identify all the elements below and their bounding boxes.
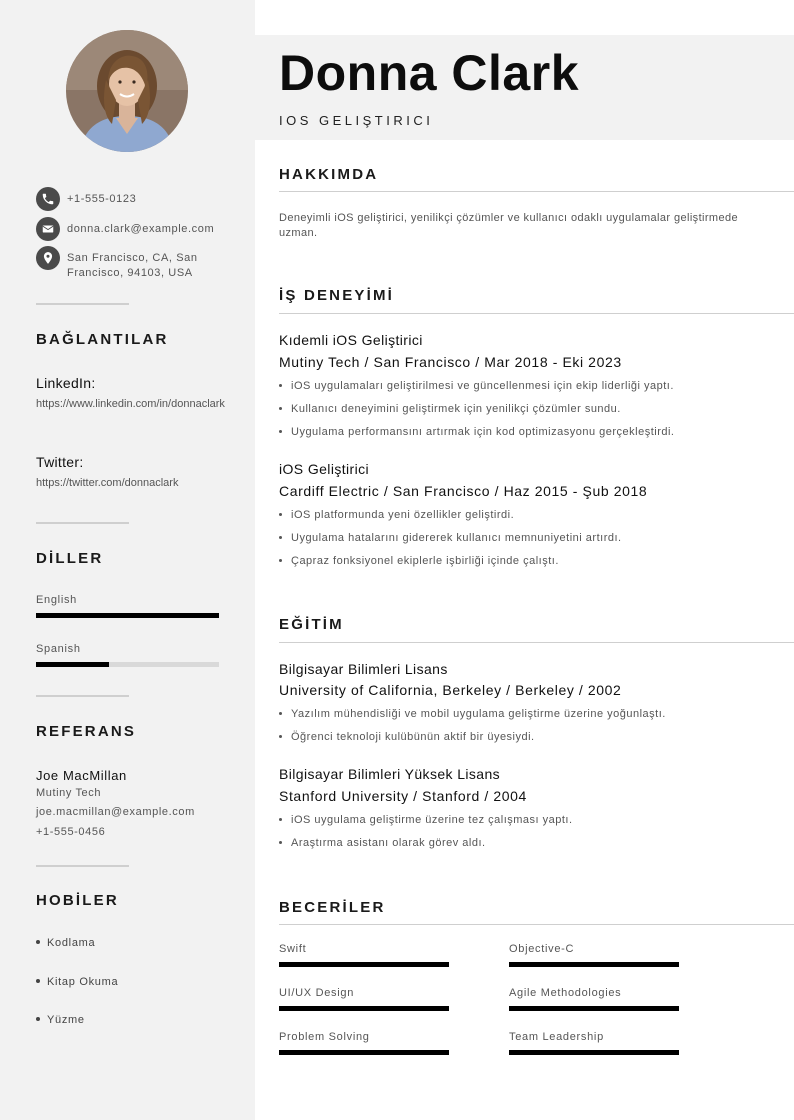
about-heading: HAKKIMDA	[279, 166, 379, 183]
skill-level-bar	[279, 962, 449, 967]
skill-name: Agile Methodologies	[509, 987, 622, 999]
bullet-icon	[279, 841, 282, 844]
skill-level-bar	[279, 1050, 449, 1055]
skill-level-bar	[509, 1006, 679, 1011]
bullet-text: Kullanıcı deneyimini geliştirmek için yenilikçi çözümler sundu.	[291, 403, 621, 415]
address-text	[67, 246, 198, 281]
bullet-icon	[36, 940, 40, 944]
job-bullet	[279, 509, 779, 521]
bullet-text: iOS platformunda yeni özellikler geliştirdi.	[291, 509, 515, 521]
linkedin-label: LinkedIn:	[36, 375, 96, 391]
language-name: English	[36, 594, 77, 606]
skill-name: Team Leadership	[509, 1031, 604, 1043]
email-text: donna.clark@example.com	[67, 223, 215, 235]
hobby-label: Kodlama	[47, 937, 96, 949]
education-heading: EĞİTİM	[279, 616, 344, 633]
education-bullet	[279, 708, 779, 720]
language-level-bar	[36, 613, 219, 618]
bullet-text: Çapraz fonksiyonel ekiplerle işbirliği içinde çalıştı.	[291, 555, 559, 567]
language-level-bar	[36, 662, 219, 667]
skill-level-bar	[509, 1050, 679, 1055]
job-role: IOS GELIŞTIRICI	[279, 113, 434, 128]
job-bullet	[279, 532, 779, 544]
degree-title: Bilgisayar Bilimleri Lisans	[279, 661, 448, 677]
linkedin-link[interactable]: https://www.linkedin.com/in/donnaclark	[36, 398, 225, 410]
bullet-icon	[36, 979, 40, 983]
degree-school: Stanford University / Stanford / 2004	[279, 788, 527, 804]
skill-name: UI/UX Design	[279, 987, 355, 999]
twitter-link[interactable]: https://twitter.com/donnaclark	[36, 477, 179, 489]
skill-name: Problem Solving	[279, 1031, 370, 1043]
bullet-icon	[279, 735, 282, 738]
skill-name: Objective-C	[509, 943, 575, 955]
location-icon	[36, 246, 60, 270]
hobby-item	[36, 937, 95, 949]
skill-level-bar	[509, 962, 679, 967]
education-bullet	[279, 837, 779, 849]
education-bullet	[279, 731, 779, 743]
hobby-item	[36, 1014, 85, 1026]
education-bullet	[279, 814, 779, 826]
skill-level-fill	[279, 1050, 449, 1055]
bullet-text: iOS uygulama geliştirme üzerine tez çalışması yaptı.	[291, 814, 573, 826]
bullet-icon	[279, 407, 282, 410]
reference-email: joe.macmillan@example.com	[36, 806, 195, 818]
bullet-icon	[279, 536, 282, 539]
bullet-icon	[36, 1017, 40, 1021]
section-rule	[279, 313, 794, 314]
bullet-text: iOS uygulamaları geliştirilmesi ve güncellenmesi için ekip liderliği yaptı.	[291, 380, 674, 392]
skill-level-fill	[279, 1006, 449, 1011]
divider	[36, 303, 129, 305]
bullet-icon	[279, 712, 282, 715]
bullet-text: Araştırma asistanı olarak görev aldı.	[291, 837, 486, 849]
bullet-text: Öğrenci teknoloji kulübünün aktif bir üyesiydi.	[291, 731, 535, 743]
address-line-1: San Francisco, CA, San	[67, 252, 198, 264]
language-name: Spanish	[36, 643, 81, 655]
bullet-icon	[279, 559, 282, 562]
hobbies-heading: HOBİLER	[36, 892, 119, 909]
bullet-text: Uygulama performansını artırmak için kod optimizasyonu gerçekleştirdi.	[291, 426, 675, 438]
reference-phone: +1-555-0456	[36, 826, 106, 838]
skill-level-fill	[509, 962, 679, 967]
bullet-text: Yazılım mühendisliği ve mobil uygulama geliştirme üzerine yoğunlaştı.	[291, 708, 666, 720]
hobby-item	[36, 976, 118, 988]
bullet-icon	[279, 513, 282, 516]
profile-photo	[66, 30, 188, 152]
language-level-fill	[36, 662, 109, 667]
job-company: Mutiny Tech / San Francisco / Mar 2018 - Eki 2023	[279, 354, 622, 370]
languages-heading: DİLLER	[36, 550, 104, 567]
sidebar	[0, 0, 255, 1120]
job-bullet	[279, 426, 779, 438]
skill-level-fill	[509, 1006, 679, 1011]
job-company: Cardiff Electric / San Francisco / Haz 2015 - Şub 2018	[279, 483, 648, 499]
about-text: Deneyimli iOS geliştirici, yenilikçi çözümler ve kullanıcı odaklı uygulamalar geliştirmede uzman.	[279, 212, 739, 239]
bullet-text: Uygulama hatalarını gidererek kullanıcı memnuniyetini artırdı.	[291, 532, 622, 544]
section-rule	[279, 924, 794, 925]
bullet-icon	[279, 818, 282, 821]
reference-heading: REFERANS	[36, 723, 137, 740]
skills-heading: BECERİLER	[279, 899, 386, 916]
job-bullet	[279, 380, 779, 392]
language-level-fill	[36, 613, 219, 618]
job-title: iOS Geliştirici	[279, 461, 370, 477]
divider	[36, 522, 129, 524]
job-bullet	[279, 403, 779, 415]
degree-school: University of California, Berkeley / Berkeley / 2002	[279, 682, 622, 698]
hobby-label: Yüzme	[47, 1014, 85, 1026]
contact-phone	[36, 187, 236, 211]
address-line-2: Francisco, 94103, USA	[67, 267, 193, 279]
phone-icon	[36, 187, 60, 211]
links-heading: BAĞLANTILAR	[36, 331, 169, 348]
divider	[36, 865, 129, 867]
degree-title: Bilgisayar Bilimleri Yüksek Lisans	[279, 766, 501, 782]
job-title: Kıdemli iOS Geliştirici	[279, 332, 423, 348]
skill-level-fill	[279, 962, 449, 967]
contact-address	[36, 246, 236, 281]
reference-name: Joe MacMillan	[36, 768, 127, 783]
hobby-label: Kitap Okuma	[47, 976, 119, 988]
phone-text: +1-555-0123	[67, 193, 137, 205]
contact-email	[36, 217, 236, 241]
experience-heading: İŞ DENEYİMİ	[279, 287, 395, 304]
twitter-label: Twitter:	[36, 454, 84, 470]
mail-icon	[36, 217, 60, 241]
section-rule	[279, 191, 794, 192]
job-bullet	[279, 555, 779, 567]
reference-company: Mutiny Tech	[36, 787, 102, 799]
bullet-icon	[279, 384, 282, 387]
skill-name: Swift	[279, 943, 307, 955]
divider	[36, 695, 129, 697]
main-content	[255, 0, 794, 1120]
skill-level-fill	[509, 1050, 679, 1055]
person-name: Donna Clark	[279, 45, 580, 101]
skill-level-bar	[279, 1006, 449, 1011]
bullet-icon	[279, 430, 282, 433]
section-rule	[279, 642, 794, 643]
